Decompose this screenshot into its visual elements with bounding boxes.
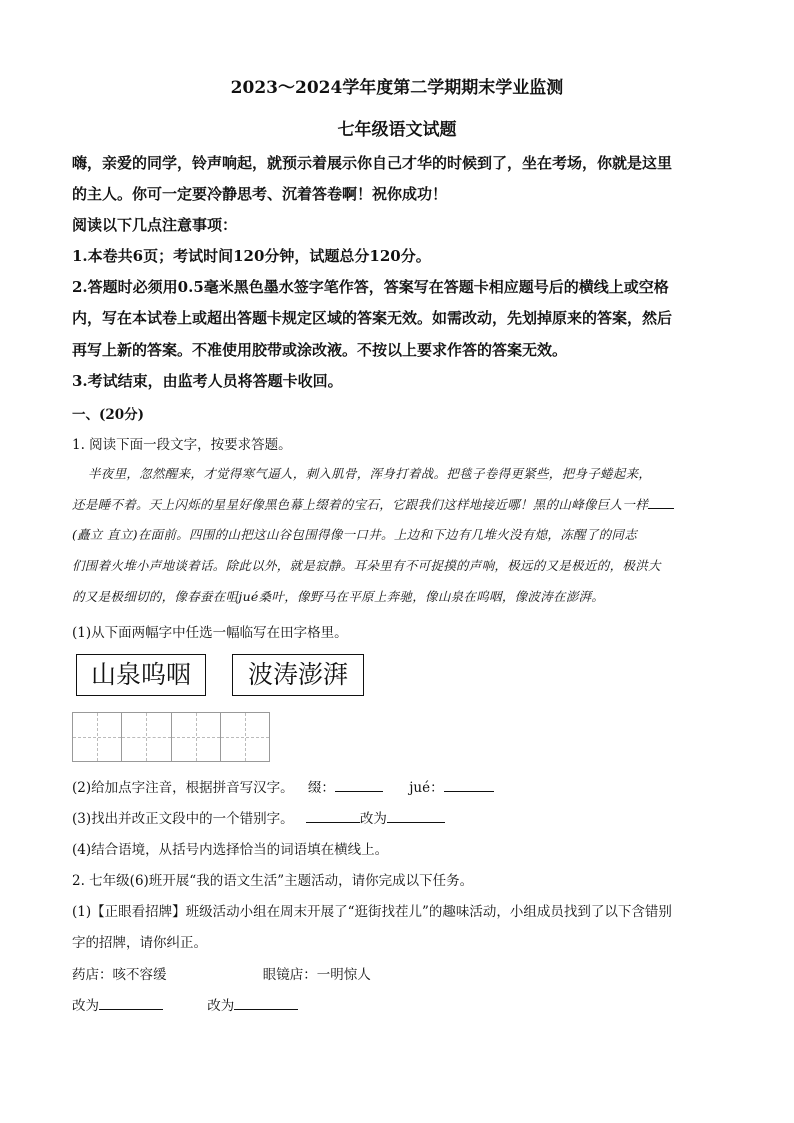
correction-blank-2[interactable] (234, 995, 298, 1010)
grid-cell[interactable] (221, 713, 269, 761)
rule-3: 3.考试结束，由监考人员将答题卡收回。 (72, 372, 343, 390)
greeting-line-1: 嗨，亲爱的同学，铃声响起，就预示着展示你自己才华的时候到了，坐在考场，你就是这里 (72, 154, 673, 172)
section-heading: 一、(20分) (72, 407, 145, 423)
passage-line-2: 还是睡不着。天上闪烁的星星好像黑色幕上缀着的宝石，它跟我们这样地接近哪！黑的山峰像巨人一样 (72, 497, 649, 512)
passage-line-4: 们围着火堆小声地谈着话。除此以外，就是寂静。耳朵里有不可捉摸的声响，极远的又是极近的，极洪大 (72, 558, 661, 573)
sub-question-2-char-2: jué： (409, 780, 444, 796)
answer-blank-correct-char[interactable] (387, 808, 445, 823)
answer-blank-zhui[interactable] (335, 777, 383, 792)
passage-line-3: (矗立 直立)在面前。四围的山把这山谷包围得像一口井。上边和下边有几堆火没有熄，冻醒了的同志 (72, 527, 638, 542)
signboard-pharmacy: 药店：咳不容缓 (72, 967, 167, 983)
sub-question-3-change-label: 改为 (359, 811, 387, 827)
grid-cell[interactable] (73, 713, 122, 761)
signboard-row (72, 963, 732, 983)
sub-question-3: (3)找出并改正文段中的一个错别字。 (72, 811, 294, 827)
signboard-optician: 眼镜店：一明惊人 (262, 967, 371, 983)
correction-label-2: 改为 (207, 998, 235, 1014)
sub-question-2-row (72, 776, 732, 796)
grid-cell[interactable] (172, 713, 221, 761)
question-2-prompt: 2. 七年级(6)班开展“我的语文生活”主题活动，请你完成以下任务。 (72, 873, 474, 889)
greeting-line-2: 的主人。你可一定要冷静思考、沉着答卷啊！祝你成功！ (72, 185, 448, 203)
answer-blank-wrong-char[interactable] (306, 808, 360, 823)
correction-blank-1[interactable] (99, 995, 163, 1010)
notice-heading: 阅读以下几点注意事项： (72, 216, 238, 234)
rule-2-line-1: 2.答题时必须用0.5毫米黑色墨水签字笔作答，答案写在答题卡相应题号后的横线上或空格 (72, 278, 669, 296)
rule-1: 1.本卷共6页；考试时间120分钟，试题总分120分。 (72, 247, 431, 265)
rule-2-line-3: 再写上新的答案。不准使用胶带或涂改液。不按以上要求作答的答案无效。 (72, 341, 568, 359)
exam-subtitle: 七年级语文试题 (337, 120, 457, 140)
sub-question-3-row (72, 807, 732, 827)
tianzige-grid[interactable] (72, 712, 270, 762)
passage-line-2-row (72, 494, 732, 513)
grid-cell[interactable] (122, 713, 171, 761)
question-2-sub-1-line-1: (1)【正眼看招牌】班级活动小组在周末开展了“逛街找茬儿”的趣味活动，小组成员找到了以下含错别 (72, 904, 672, 920)
exam-title: 2023～2024学年度第二学期期末学业监测 (230, 78, 564, 98)
sub-question-2: (2)给加点字注音，根据拼音写汉字。 (72, 780, 294, 796)
passage-line-1: 半夜里，忽然醒来，才觉得寒气逼人，刺入肌骨，浑身打着战。把毯子卷得更紧些，把身子蜷起来， (88, 466, 652, 481)
calligraphy-sample-1: 山泉呜咽 (76, 654, 206, 696)
sub-question-1: (1)从下面两幅字中任选一幅临写在田字格里。 (72, 625, 348, 641)
correction-label-1: 改为 (72, 998, 99, 1014)
question-2-sub-1-line-2: 字的招牌，请你纠正。 (72, 935, 207, 951)
passage-line-5: 的又是极细切的，像春蚕在咀jué桑叶，像野马在平原上奔驰，像山泉在呜咽，像波涛在澎湃。 (72, 589, 605, 604)
calligraphy-sample-2: 波涛澎湃 (232, 654, 364, 696)
sub-question-4: (4)结合语境，从括号内选择恰当的词语填在横线上。 (72, 842, 389, 858)
correction-row (72, 994, 732, 1014)
answer-blank-jue[interactable] (444, 777, 494, 792)
question-1-prompt: 1. 阅读下面一段文字，按要求答题。 (72, 437, 292, 453)
fill-blank-word[interactable] (648, 494, 674, 509)
rule-2-line-2: 内，写在本试卷上或超出答题卡规定区域的答案无效。如需改动，先划掉原来的答案，然后 (72, 309, 673, 327)
sub-question-2-char-1: 缀： (307, 780, 335, 796)
